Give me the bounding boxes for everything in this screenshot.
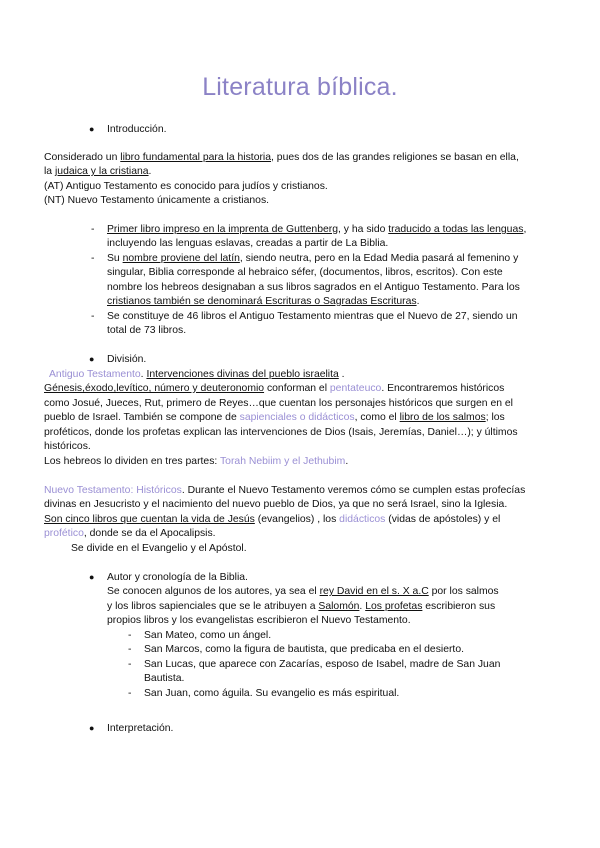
dash-marker: - [91,224,95,235]
division-paragraph-line: Los hebreos lo dividen en tres partes: Torah Nebiim y el Jethubim. [44,456,349,467]
division-paragraph-line: proféticos, donde los profetas explican las intervenciones de Dios (Isais, Jeremías, Daniel…); y últimos [44,427,518,438]
list-item-continuation: total de 73 libros. [107,325,187,336]
division-paragraph-line: históricos. [44,441,91,452]
page-title: Literatura bíblica. [202,73,398,101]
bullet-icon: ● [89,124,95,134]
bullet-icon: ● [89,354,95,364]
dash-marker: - [128,688,132,699]
dash-marker: - [91,253,95,264]
autor-paragraph-line: y los libros sapienciales que se le atribuyen a Salomón. Los profetas escribieron sus [107,601,496,612]
list-item: Se constituye de 46 libros el Antiguo Testamento mientras que el Nuevo de 27, siendo un [107,311,518,322]
section-heading-intro: Introducción. [107,124,167,135]
bullet-icon: ● [89,723,95,733]
evangelist-item: San Lucas, que aparece con Zacarías, esposo de Isabel, madre de San Juan [144,659,501,670]
dash-marker: - [128,659,132,670]
dash-marker: - [128,644,132,655]
list-item: Primer libro impreso en la imprenta de Guttenberg, y ha sido traducido a todas las lenguas, [107,224,527,235]
section-heading-interpretacion: Interpretación. [107,723,174,734]
evangelist-item-continuation: Bautista. [144,673,185,684]
nt-paragraph-line: divinas en Jesucristo y el nacimiento del nuevo pueblo de Dios, ya que no será Israel, sino la Iglesia. [44,499,508,510]
list-item-continuation: nombre los hebreos designaban a sus libros sagrados en el Antiguo Testamento. Para los [107,282,520,293]
list-item-continuation: singular, Biblia corresponde al hebraico séfer, (documentos, libros, escritos). Con este [107,267,503,278]
division-paragraph-line: Génesis,éxodo,levítico, número y deuteronomio conforman el pentateuco. Encontraremos históricos [44,383,505,394]
intro-paragraph-line: (AT) Antiguo Testamento es conocido para judíos y cristianos. [44,181,328,192]
list-item: Su nombre proviene del latín, siendo neutra, pero en la Edad Media pasará al femenino y [107,253,519,264]
section-heading-autor: Autor y cronología de la Biblia. [107,572,248,583]
division-paragraph-line: Antiguo Testamento. Intervenciones divinas del pueblo israelita . [49,369,345,380]
intro-paragraph-line: Considerado un libro fundamental para la historia, pues dos de las grandes religiones se basan en ella, [44,152,519,163]
bullet-icon: ● [89,572,95,582]
autor-paragraph-line: propios libros y los evangelistas escribieron el Nuevo Testamento. [107,615,411,626]
nt-paragraph-line: Son cinco libros que cuentan la vida de Jesús (evangelios) , los didácticos (vidas de apóstoles) y el [44,514,501,525]
evangelist-item: San Mateo, como un ángel. [144,630,272,641]
division-paragraph-line: como Josué, Jueces, Rut, primero de Reyes…que cuentan los personajes históricos que surgen en el [44,398,513,409]
nt-paragraph-line: Nuevo Testamento: Históricos. Durante el Nuevo Testamento veremos cómo se cumplen estas profecías [44,485,526,496]
division-paragraph-line: pueblo de Israel. También se compone de sapienciales o didácticos, como el libro de los salmos; los [44,412,505,423]
section-heading-division: División. [107,354,147,365]
nt-paragraph-line: Se divide en el Evangelio y el Apóstol. [71,543,247,554]
autor-paragraph-line: Se conocen algunos de los autores, ya sea el rey David en el s. X a.C por los salmos [107,586,499,597]
nt-paragraph-line: profético, donde se da el Apocalipsis. [44,528,216,539]
dash-marker: - [128,630,132,641]
list-item-continuation: cristianos también se denominará Escrituras o Sagradas Escrituras. [107,296,420,307]
intro-paragraph-line: (NT) Nuevo Testamento únicamente a cristianos. [44,195,270,206]
evangelist-item: San Marcos, como la figura de bautista, que predicaba en el desierto. [144,644,464,655]
list-item-continuation: incluyendo las lenguas eslavas, creadas a partir de La Biblia. [107,238,389,249]
evangelist-item: San Juan, como águila. Su evangelio es más espiritual. [144,688,400,699]
dash-marker: - [91,311,95,322]
intro-paragraph-line: la judaica y la cristiana. [44,166,152,177]
